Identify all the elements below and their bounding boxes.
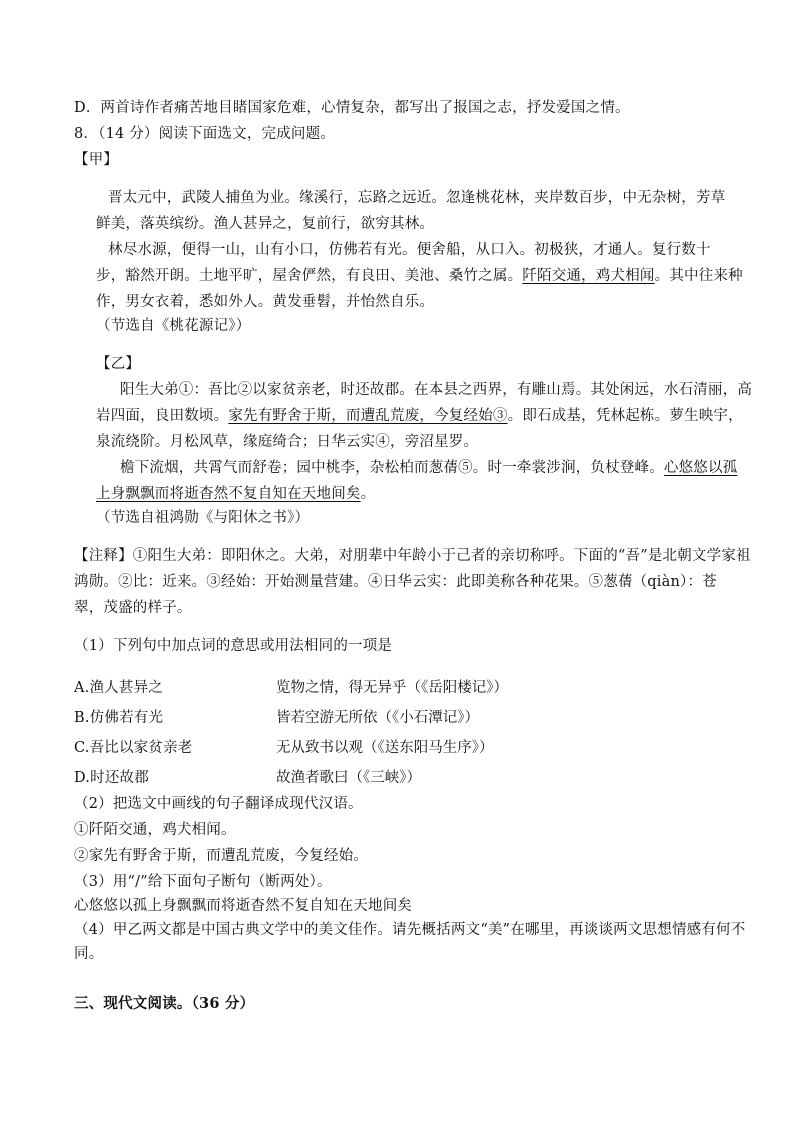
sub-question-2: （2）把选文中画线的句子翻译成现代汉语。 <box>74 796 363 812</box>
option-d-right: 故渔者歌曰（《三峡》） <box>276 770 421 786</box>
annotation-line1: 【注释】①阳生大弟：即阳休之。大弟，对朋辈中年龄小于己者的亲切称呼。下面的“吾”是北朝文学家祖 <box>74 548 751 564</box>
option-b-right: 皆若空游无所依（《小石潭记》） <box>276 710 479 726</box>
sub-question-2-item1: ①阡陌交通，鸡犬相闻。 <box>74 822 236 838</box>
option-d-previous: D．两首诗作者痛苦地目睹国家危难，心情复杂，都写出了报国之志，抒发爱国之情。 <box>74 100 630 116</box>
sub-question-3-sentence: 心悠悠以孤上身飘飘而将逝杳然不复自知在天地间矣 <box>74 898 413 914</box>
jia-para1-line1: 晋太元中，武陵人捕鱼为业。缘溪行，忘路之远近。忽逢桃花林，夹岸数百步，中无杂树，芳草 <box>108 190 726 206</box>
sub-question-2-item2: ②家先有野舍于斯，而遭乱荒废，今复经始。 <box>74 848 368 864</box>
yi-source: （节选自祖鸿勋《与阳休之书》） <box>96 510 310 526</box>
option-a-right: 览物之情，得无异乎（《岳阳楼记》） <box>276 680 508 696</box>
underlined-sentence-2: 家先有野舍于斯，而遭乱荒废，今复经始③ <box>228 408 508 424</box>
yi-para2-line2: 上身飘飘而将逝杳然不复自知在天地间矣。 <box>96 486 376 502</box>
underlined-sentence-1: 阡陌交通，鸡犬相闻 <box>522 268 655 284</box>
jia-para2-line2: 步，豁然开朗。土地平旷，屋舍俨然，有良田、美池、桑竹之属。阡陌交通，鸡犬相闻。其中往来种 <box>96 268 743 284</box>
sub-question-4-line2: 同。 <box>74 946 104 962</box>
sub-question-1: （1）下列句中加点词的意思或用法相同的一项是 <box>74 638 393 654</box>
jia-source: （节选自《桃花源记》） <box>96 318 251 334</box>
passage-jia-label: 【甲】 <box>74 152 119 168</box>
annotation-line3: 翠，茂盛的样子。 <box>74 600 192 616</box>
option-c-right: 无从致书以观（《送东阳马生序》） <box>276 740 494 756</box>
option-a-left: A.渔人甚异之 <box>74 680 163 696</box>
section-3-heading: 三、现代文阅读。（36 分） <box>74 995 255 1012</box>
yi-para1-line2: 岩四面，良田数顷。家先有野舍于斯，而遭乱荒废，今复经始③。即石成基，凭林起栋。萝生映宇， <box>96 408 743 424</box>
yi-para1-line1: 阳生大弟①：吾比②以家贫亲老，时还故郡。在本县之西界，有雕山焉。其处闲远，水石清丽，高 <box>120 382 753 398</box>
sub-question-4-line1: （4）甲乙两文都是中国古典文学中的美文佳作。请先概括两文“美”在哪里，再谈谈两文思想情感有何不 <box>74 922 746 938</box>
option-b-left: B.仿佛若有光 <box>74 710 164 726</box>
yi-para2-line1: 檐下流烟，共霄气而舒卷；园中桃李，杂松柏而葱蒨⑤。时一牵裳涉涧，负杖登峰。心悠悠以孤 <box>120 460 738 476</box>
sub-question-3: （3）用“/”给下面句子断句（断两处）。 <box>74 874 332 890</box>
question-8-heading: 8．（14 分）阅读下面选文，完成问题。 <box>74 126 336 142</box>
option-c-left: C.吾比以家贫亲老 <box>74 740 193 756</box>
underlined-sentence-3b: 上身飘飘而将逝杳然不复自知在天地间矣 <box>96 486 361 502</box>
annotation-line2: 鸿勋。②比：近来。③经始：开始测量营建。④日华云实：此即美称各种花果。⑤葱蒨（qiàn）：苍 <box>74 574 717 590</box>
passage-yi-label: 【乙】 <box>96 356 141 372</box>
jia-para2-line3: 作，男女衣着，悉如外人。黄发垂髫，并怡然自乐。 <box>96 294 435 310</box>
underlined-sentence-3a: 心悠悠以孤 <box>663 460 738 476</box>
jia-para2-line1: 林尽水源，便得一山，山有小口，仿佛若有光。便舍船，从口入。初极狭，才通人。复行数十 <box>108 242 711 258</box>
option-d-left: D.时还故郡 <box>74 770 149 786</box>
jia-para1-line2: 鲜美，落英缤纷。渔人甚异之，复前行，欲穷其林。 <box>96 216 435 232</box>
yi-para1-line3: 泉流绕阶。月松风草，缘庭绮合；日华云实④，旁沼星罗。 <box>96 434 479 450</box>
